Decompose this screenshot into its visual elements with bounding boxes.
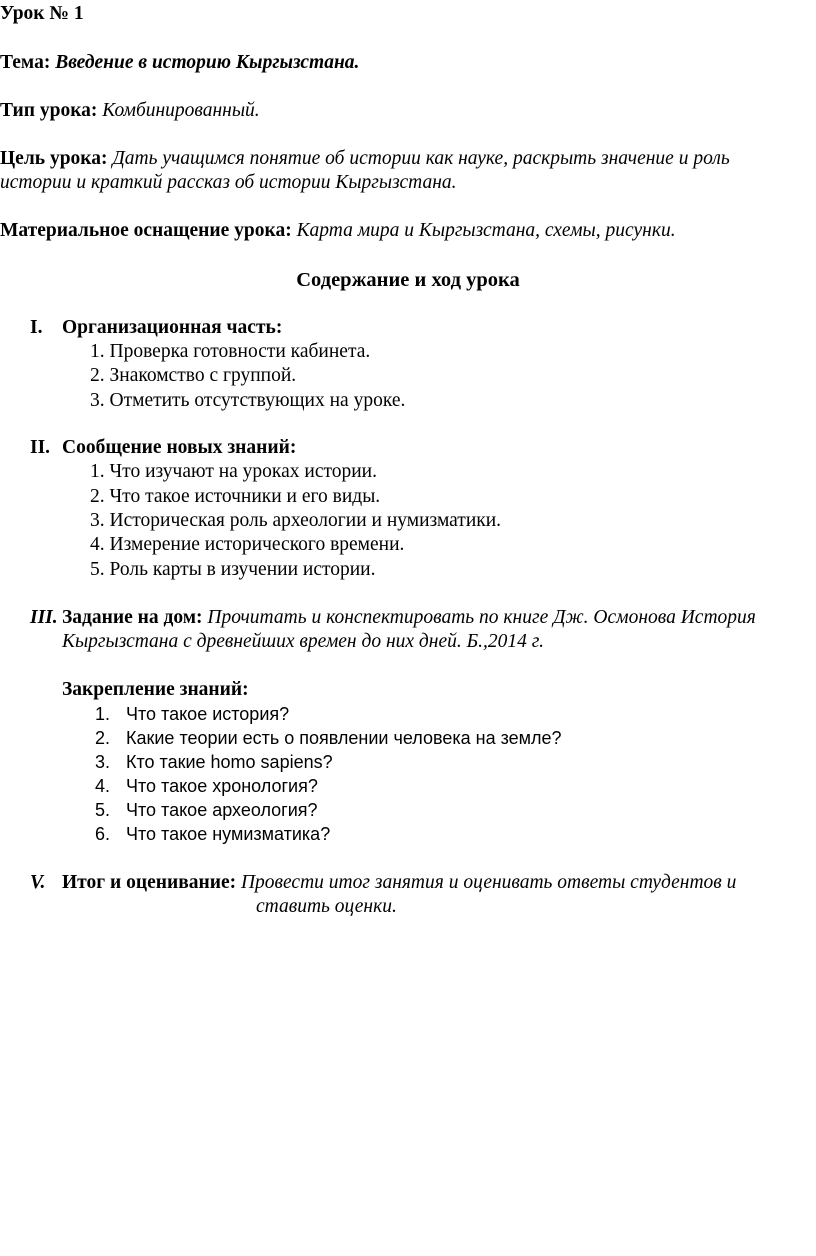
reinforcement-item-text: Что такое нумизматика? <box>126 824 331 844</box>
goal-line-1 <box>0 147 730 171</box>
goal-value-2: истории и краткий рассказ об истории Кыргызстана. <box>0 172 457 193</box>
section-3-text-2: Кыргызстана с древнейших времен до них дней. Б.,2014 г. <box>62 631 544 652</box>
reinforcement-item-text: Что такое археология? <box>126 800 318 820</box>
section-2-numeral: II. <box>30 437 51 458</box>
reinforcement-item-number: 5. <box>94 800 110 820</box>
topic-line <box>0 51 359 75</box>
section-2-item: 2. Что такое источники и его виды. <box>90 486 381 507</box>
section-5-title: Итог и оценивание: <box>62 872 237 893</box>
section-1-item: 3. Отметить отсутствующих на уроке. <box>90 390 406 411</box>
type-value: Комбинированный. <box>102 100 260 121</box>
reinforcement-item-number: 6. <box>94 824 110 844</box>
reinforcement-item-number: 1. <box>94 704 110 724</box>
type-label: Тип урока: <box>0 100 98 121</box>
section-3-text-1: Прочитать и конспектировать по книге Дж. Осмонова История <box>207 607 756 628</box>
reinforcement-item-text: Что такое хронология? <box>126 776 318 796</box>
content-heading: Содержание и ход урока <box>296 269 520 291</box>
section-3-title: Задание на дом: <box>62 607 203 628</box>
topic-value: Введение в историю Кыргызстана. <box>55 52 360 73</box>
reinforcement-item-number: 3. <box>94 752 110 772</box>
reinforcement-title: Закрепление знаний: <box>62 679 249 700</box>
section-1-numeral: I. <box>30 317 43 338</box>
equipment-line <box>0 219 676 243</box>
section-2-item: 3. Историческая роль археологии и нумизматики. <box>90 510 502 531</box>
reinforcement-item-text: Какие теории есть о появлении человека на земле? <box>126 728 562 748</box>
reinforcement-item-text: Кто такие homo sapiens? <box>126 752 333 772</box>
section-2-item: 1. Что изучают на уроках истории. <box>90 461 377 482</box>
equipment-label: Материальное оснащение урока: <box>0 220 292 241</box>
section-3-numeral: III. <box>30 607 58 628</box>
section-2-item: 4. Измерение исторического времени. <box>90 534 405 555</box>
section-2-item: 5. Роль карты в изучении истории. <box>90 559 376 580</box>
goal-value-1: Дать учащимся понятие об истории как науке, раскрыть значение и роль <box>112 148 730 169</box>
goal-label: Цель урока: <box>0 148 108 169</box>
section-3-line-1 <box>62 606 756 630</box>
section-1-title: Организационная часть: <box>62 317 283 338</box>
lesson-title: Урок № 1 <box>0 3 84 24</box>
topic-label: Тема: <box>0 52 51 73</box>
reinforcement-item-number: 2. <box>94 728 110 748</box>
section-1-item: 1. Проверка готовности кабинета. <box>90 341 371 362</box>
reinforcement-item-text: Что такое история? <box>126 704 290 724</box>
reinforcement-item-number: 4. <box>94 776 110 796</box>
section-2-title: Сообщение новых знаний: <box>62 437 297 458</box>
type-line <box>0 99 260 123</box>
section-1-item: 2. Знакомство с группой. <box>90 365 297 386</box>
section-5-line-1 <box>62 871 736 895</box>
equipment-value: Карта мира и Кыргызстана, схемы, рисунки. <box>296 220 676 241</box>
section-5-text-1: Провести итог занятия и оценивать ответы студентов и <box>240 872 737 893</box>
section-5-text-2: ставить оценки. <box>256 896 397 917</box>
section-5-numeral: V. <box>30 872 46 893</box>
